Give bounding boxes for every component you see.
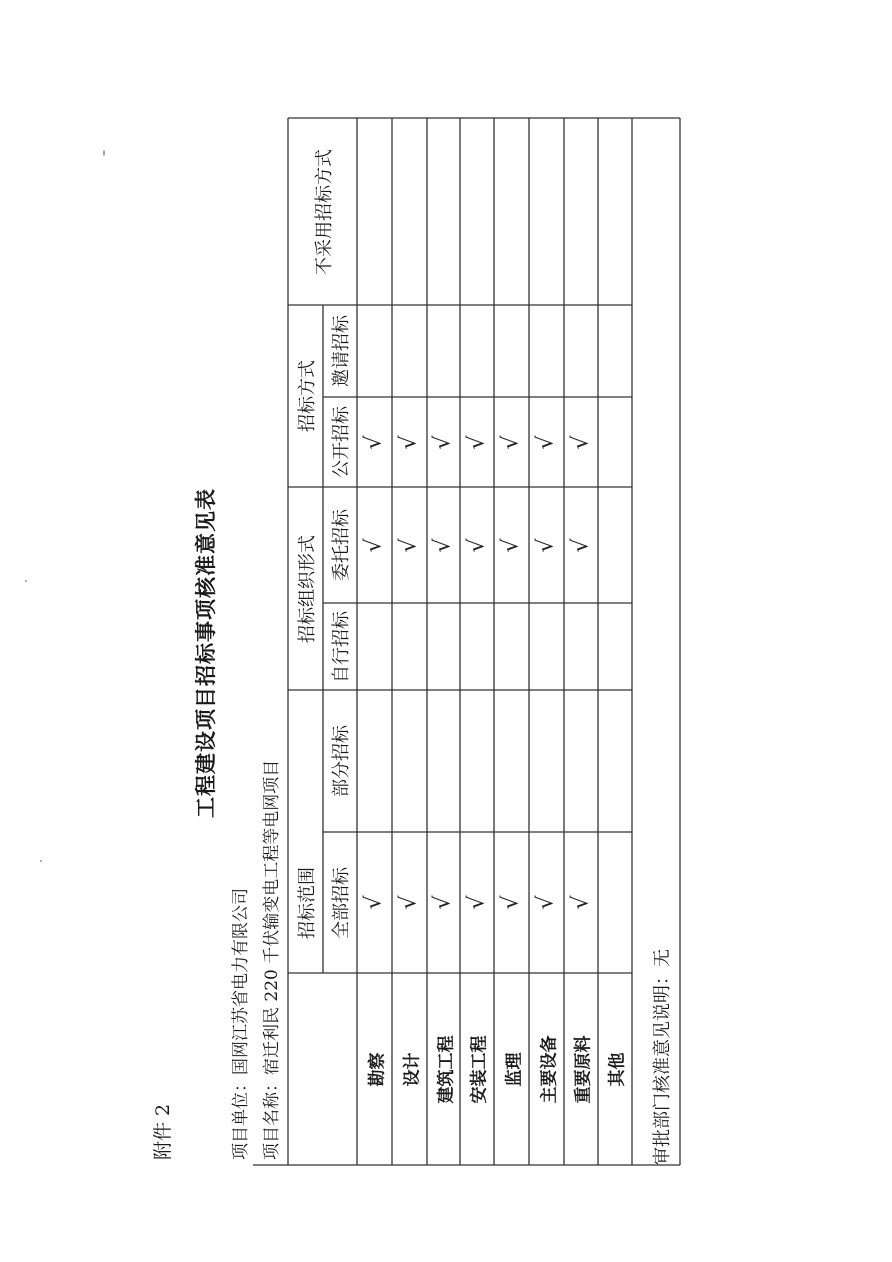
row-label	[460, 973, 494, 1165]
row-label	[529, 973, 564, 1165]
col-full-bidding	[323, 832, 357, 973]
check-mark: √	[534, 434, 559, 450]
col-partial-bidding-text: 部分招标	[331, 725, 352, 797]
col-open-bidding	[323, 397, 357, 487]
col-entrusted-bidding-text: 委托招标	[331, 509, 352, 581]
check-cell	[529, 690, 564, 832]
check-cell	[494, 690, 529, 832]
check-cell	[460, 832, 494, 973]
check-cell	[357, 603, 392, 690]
row-label-text: 重要原料	[573, 1035, 594, 1103]
row-label	[598, 973, 632, 1165]
project-unit-value: 国网江苏省电力有限公司	[231, 888, 251, 1075]
check-mark: √	[499, 434, 524, 450]
col-self-bidding	[323, 603, 357, 690]
check-cell	[564, 305, 598, 397]
row-label	[564, 973, 598, 1165]
check-cell	[494, 487, 529, 603]
check-cell	[564, 397, 598, 487]
project-unit-line	[226, 888, 251, 1160]
check-cell	[357, 305, 392, 397]
attachment-label: 附件 2	[152, 1103, 174, 1160]
check-mark: √	[464, 434, 490, 450]
check-cell	[357, 832, 392, 973]
check-cell	[529, 603, 564, 690]
col-invited-bidding	[323, 305, 357, 397]
check-cell	[427, 690, 460, 832]
check-mark: √	[499, 895, 524, 910]
project-unit-label: 项目单位：	[231, 1075, 251, 1160]
row-label-text: 设计	[402, 1052, 422, 1086]
check-cell	[392, 690, 427, 832]
check-mark: √	[534, 537, 559, 553]
check-cell	[460, 690, 494, 832]
scan-speck	[40, 860, 42, 862]
approval-note: 审批部门核准意见说明：无	[652, 949, 673, 1165]
col-partial-bidding	[323, 690, 357, 832]
check-cell	[460, 305, 494, 397]
header-method	[288, 305, 323, 487]
col-open-bidding-text: 公开招标	[331, 406, 352, 478]
check-mark: √	[397, 895, 422, 910]
row-label-text: 安装工程	[469, 1035, 490, 1103]
check-cell	[564, 690, 598, 832]
check-cell	[460, 487, 494, 603]
check-cell	[529, 832, 564, 973]
check-cell	[598, 305, 632, 397]
check-cell	[392, 487, 427, 603]
row-label-text: 勘察	[367, 1052, 387, 1086]
header-no-bidding	[288, 118, 357, 305]
check-cell	[392, 397, 427, 487]
check-mark: √	[431, 434, 456, 450]
check-cell	[357, 397, 392, 487]
header-method-text: 招标方式	[296, 360, 318, 432]
scan-speck	[25, 580, 27, 582]
row-label	[357, 973, 392, 1165]
check-cell	[427, 832, 460, 973]
check-cell	[357, 487, 392, 603]
check-mark: √	[431, 895, 456, 910]
check-cell	[564, 832, 598, 973]
check-cell	[460, 397, 494, 487]
col-self-bidding-text: 自行招标	[331, 610, 352, 683]
row-label	[494, 973, 529, 1165]
check-cell	[598, 487, 632, 603]
check-cell	[494, 832, 529, 973]
row-label-text: 建筑工程	[436, 1035, 456, 1103]
check-cell	[392, 305, 427, 397]
check-cell	[529, 487, 564, 603]
check-mark: √	[464, 895, 490, 910]
check-mark: √	[568, 895, 594, 910]
row-label-text: 监理	[504, 1052, 524, 1086]
check-mark: √	[464, 537, 490, 553]
check-cell	[392, 603, 427, 690]
col-invited-bidding-text: 邀请招标	[331, 315, 352, 387]
check-cell	[427, 397, 460, 487]
row-label-text: 其他	[607, 1052, 628, 1086]
check-cell	[427, 487, 460, 603]
header-no-bidding-text: 不采用招标方式	[313, 148, 335, 275]
check-cell	[494, 603, 529, 690]
check-cell	[564, 603, 598, 690]
check-cell	[564, 487, 598, 603]
check-cell	[529, 397, 564, 487]
check-cell	[460, 603, 494, 690]
check-cell	[598, 603, 632, 690]
check-cell	[494, 305, 529, 397]
check-cell	[392, 832, 427, 973]
row-label	[427, 973, 460, 1165]
check-mark: √	[397, 537, 422, 553]
check-cell	[494, 397, 529, 487]
check-cell	[598, 397, 632, 487]
header-scope-text: 招标范围	[296, 866, 318, 939]
col-full-bidding-text: 全部招标	[331, 866, 352, 939]
check-cell	[427, 305, 460, 397]
check-cell	[598, 832, 632, 973]
check-mark: √	[499, 537, 524, 553]
header-scope	[288, 832, 323, 973]
check-mark: √	[534, 895, 559, 910]
page-title: 工程建设项目招标事项核准意见表	[194, 488, 218, 818]
header-organization-text: 招标组织形式	[296, 534, 318, 643]
check-mark: √	[362, 537, 387, 553]
check-cell	[598, 690, 632, 832]
check-mark: √	[431, 537, 456, 553]
check-cell	[529, 305, 564, 397]
check-mark: √	[362, 895, 387, 910]
row-label	[392, 973, 427, 1165]
col-entrusted-bidding	[323, 487, 357, 603]
scan-speck	[103, 150, 105, 156]
project-name-line	[257, 760, 282, 1160]
header-organization	[288, 487, 323, 690]
check-mark: √	[568, 434, 594, 450]
project-name-label: 项目名称：	[262, 1075, 282, 1160]
check-mark: √	[568, 537, 594, 553]
check-cell	[427, 603, 460, 690]
check-cell	[357, 690, 392, 832]
project-name-value: 宿迁利民 220 千伏输变电工程等电网项目	[262, 759, 282, 1075]
check-mark: √	[397, 434, 422, 450]
check-mark: √	[362, 434, 387, 450]
row-label-text: 主要设备	[539, 1035, 559, 1103]
